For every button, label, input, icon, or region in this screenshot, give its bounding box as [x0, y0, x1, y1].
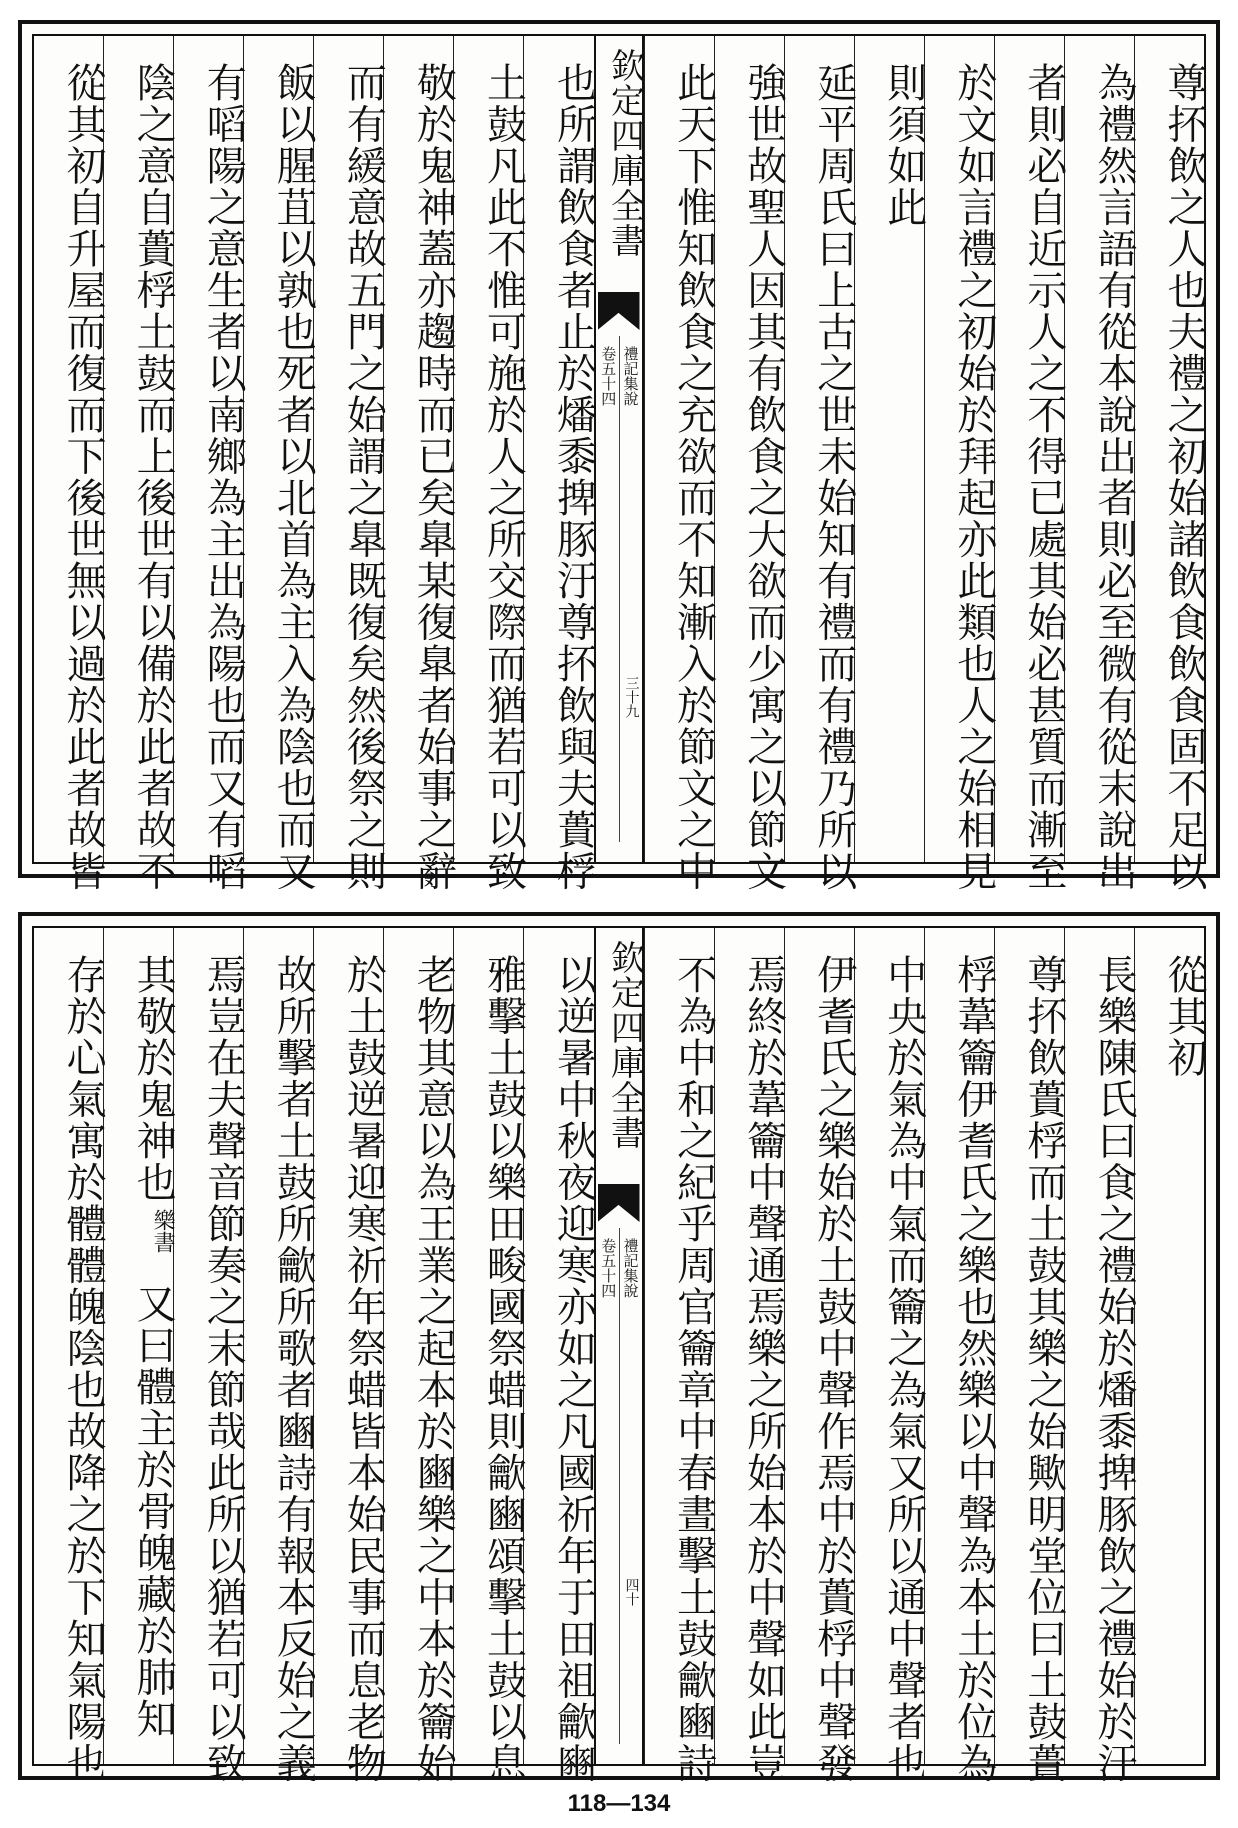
text-column: 於文如言禮之初始於拜起亦此類也人之始相見 — [924, 36, 994, 862]
page-frame — [32, 34, 1207, 892]
fold-volume: 卷五十四 — [599, 1238, 618, 1298]
column-text: 又曰體主於骨魄藏於肺知 — [130, 1283, 177, 1740]
text-column: 飯以腥苴以孰也死者以北首為主入為陰也而又 — [243, 36, 313, 862]
text-column: 從其初 — [1134, 928, 1204, 1764]
center-fold — [594, 928, 644, 1764]
fold-page-number: 四十 — [623, 1578, 640, 1606]
text-column: 尊抔飲蕢桴而土鼓其樂之始歟明堂位曰土鼓蕢 — [994, 928, 1064, 1764]
text-column: 尊抔飲之人也夫禮之初始諸飲食飲食固不足以 — [1134, 36, 1204, 862]
text-column: 於土鼓逆暑迎寒祈年祭蜡皆本始民事而息老物 — [313, 928, 383, 1764]
text-column: 也所謂飲食者止於燔黍捭豚汙尊抔飲與夫蕢桴 — [523, 36, 593, 862]
text-column: 延平周氏曰上古之世未始知有禮而有禮乃所以 — [784, 36, 854, 862]
column-text: 其敬於鬼神也 — [130, 954, 177, 1203]
fish-tail-mark — [598, 292, 640, 330]
text-column: 長樂陳氏曰食之禮始於燔黍捭豚飲之禮始於汙 — [1064, 928, 1134, 1764]
text-column: 老物其意以為王業之起本於豳樂之中本於籥始 — [383, 928, 453, 1764]
fold-book-title: 禮記集說 — [621, 346, 640, 406]
source-note: 樂書 — [150, 1209, 176, 1253]
fold-page-number: 三十九 — [623, 676, 640, 718]
text-column — [103, 928, 177, 1764]
text-column: 陰之意自蕢桴土鼓而上後世有以備於此者故不 — [103, 36, 173, 862]
fold-line — [619, 336, 620, 842]
text-column: 故所擊者土鼓所龡所歌者豳詩有報本反始之義 — [243, 928, 313, 1764]
page-panel-bottom — [18, 912, 1220, 1784]
fold-title: 欽定四庫全書 — [604, 940, 645, 1150]
text-columns — [34, 928, 1207, 1784]
text-column: 強世故聖人因其有飲食之大欲而少寓之以節文 — [714, 36, 784, 862]
text-columns — [34, 36, 1207, 892]
text-column: 桴葦籥伊耆氏之樂也然樂以中聲為本土於位為 — [924, 928, 994, 1764]
text-column: 有㗖陽之意生者以南鄉為主出為陽也而又有㗖 — [173, 36, 243, 862]
text-column: 者則必自近示人之不得已處其始必甚質而漸至 — [994, 36, 1064, 862]
text-column: 存於心氣寓於體體魄陰也故降之於下知氣陽也 — [60, 954, 107, 1784]
text-column: 從其初自升屋而復而下後世無以過於此者故皆 — [60, 62, 107, 892]
text-column: 伊耆氏之樂始於土鼓中聲作焉中於蕢桴中聲發 — [784, 928, 854, 1764]
text-column: 則須如此 — [854, 36, 924, 862]
text-column: 土鼓凡此不惟可施於人之所交際而猶若可以致 — [453, 36, 523, 862]
text-column: 中央於氣為中氣而籥之為氣又所以通中聲者也 — [854, 928, 924, 1764]
fold-line — [619, 1228, 620, 1744]
text-column: 焉終於葦籥中聲通焉樂之所始本於中聲如此豈 — [714, 928, 784, 1764]
text-column: 焉豈在夫聲音節奏之末節哉此所以猶若可以致 — [173, 928, 243, 1764]
page-footer-number: 118—134 — [567, 1790, 671, 1817]
text-column: 敬於鬼神蓋亦趨時而已矣臯某復臯者始事之辭 — [383, 36, 453, 862]
text-column: 雅擊土鼓以樂田畯國祭蜡則龡豳頌擊土鼓以息 — [453, 928, 523, 1764]
page-panel-top — [18, 20, 1220, 892]
fish-tail-mark — [598, 1184, 640, 1222]
center-fold — [594, 36, 644, 862]
text-column: 為禮然言語有從本說出者則必至微有從末說出 — [1064, 36, 1134, 862]
page-frame — [32, 926, 1207, 1784]
text-column: 而有緩意故五門之始謂之臯既復矣然後祭之則 — [313, 36, 383, 862]
text-column: 不為中和之紀乎周官籥章中春晝擊土鼓龡豳詩 — [644, 928, 714, 1764]
fold-volume: 卷五十四 — [599, 346, 618, 406]
text-column: 以逆暑中秋夜迎寒亦如之凡國祈年于田祖龡豳 — [523, 928, 593, 1764]
text-column: 此天下惟知飲食之充欲而不知漸入於節文之中 — [644, 36, 714, 862]
fold-title: 欽定四庫全書 — [604, 48, 645, 258]
fold-book-title: 禮記集說 — [621, 1238, 640, 1298]
